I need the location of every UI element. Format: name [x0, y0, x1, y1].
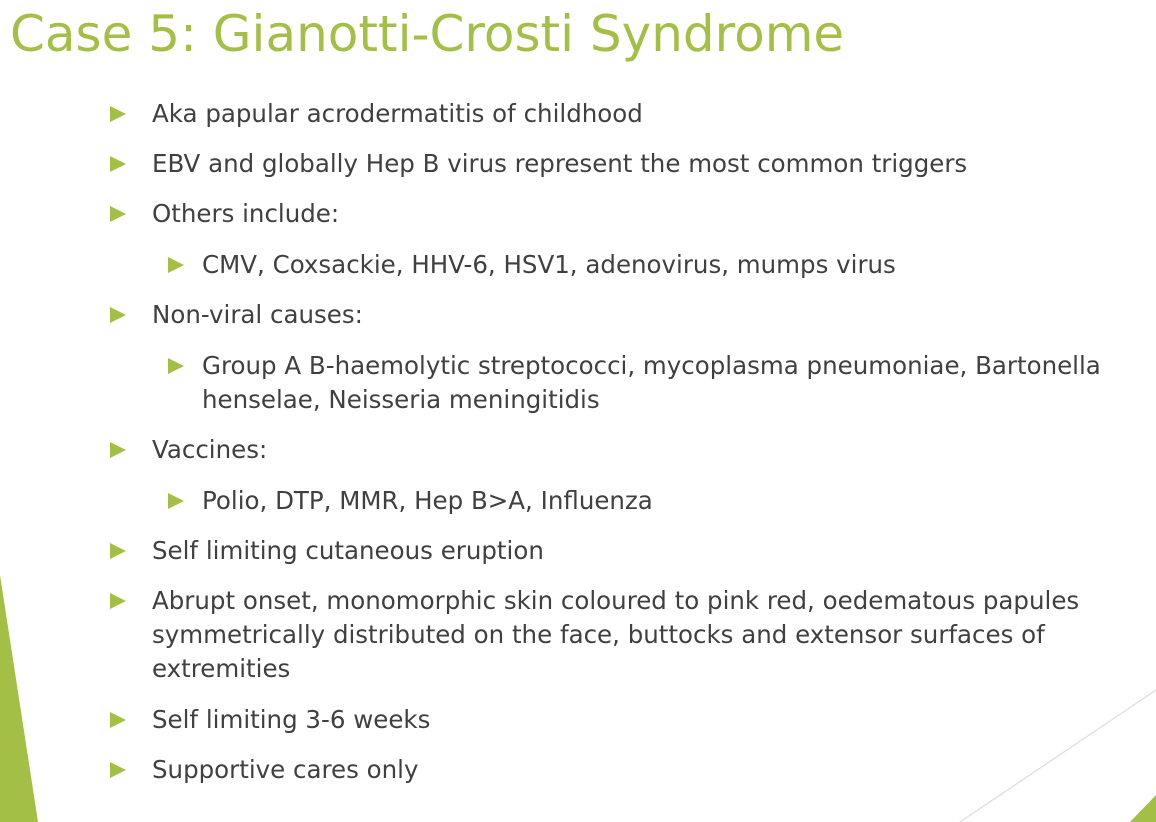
- sub-bullet-item: [202, 484, 653, 518]
- bullet-text: CMV, Coxsackie, HHV-6, HSV1, adenovirus, mumps virus: [202, 250, 896, 279]
- arrow-bullet-icon: [168, 493, 184, 509]
- bullet-item: [152, 584, 1079, 686]
- bullet-item: [152, 97, 643, 131]
- sub-bullet-item: [202, 349, 1101, 417]
- bullet-item: [152, 433, 267, 467]
- arrow-bullet-icon: [168, 257, 184, 273]
- bullet-text: EBV and globally Hep B virus represent the most common triggers: [152, 149, 968, 178]
- bullet-text: Self limiting 3-6 weeks: [152, 705, 431, 734]
- arrow-bullet-icon: [110, 206, 126, 222]
- arrow-bullet-icon: [110, 593, 126, 609]
- arrow-bullet-icon: [110, 156, 126, 172]
- arrow-bullet-icon: [168, 358, 184, 374]
- bullet-text: Non-viral causes:: [152, 300, 363, 329]
- arrow-bullet-icon: [110, 307, 126, 323]
- bullet-text: Self limiting cutaneous eruption: [152, 536, 544, 565]
- bullet-text: Abrupt onset, monomorphic skin coloured to pink red, oedematous papules: [152, 586, 1080, 615]
- slide-title: Case 5: Gianotti-Crosti Syndrome: [10, 5, 845, 63]
- sub-bullet-item: [202, 248, 896, 282]
- bullet-text: Vaccines:: [152, 435, 268, 464]
- bullet-item: [152, 197, 339, 231]
- bullet-text: Supportive cares only: [152, 755, 419, 784]
- arrow-bullet-icon: [110, 712, 126, 728]
- bullet-item: [152, 753, 419, 787]
- bullet-text: Others include:: [152, 199, 340, 228]
- bullet-text-continued: symmetrically distributed on the face, buttocks and extensor surfaces of: [152, 620, 1045, 649]
- bullet-text-continued: extremities: [152, 654, 291, 683]
- bullet-item: [152, 703, 430, 737]
- bullet-item: [152, 147, 967, 181]
- bullet-item: [152, 534, 544, 568]
- bullet-text: Group A B-haemolytic streptococci, mycoplasma pneumoniae, Bartonella: [202, 351, 1101, 380]
- bullet-text: Polio, DTP, MMR, Hep B>A, Influenza: [202, 486, 653, 515]
- bullet-item: [152, 298, 363, 332]
- bullet-text-continued: henselae, Neisseria meningitidis: [202, 385, 600, 414]
- arrow-bullet-icon: [110, 543, 126, 559]
- arrow-bullet-icon: [110, 762, 126, 778]
- arrow-bullet-icon: [110, 442, 126, 458]
- bullet-text: Aka papular acrodermatitis of childhood: [152, 99, 643, 128]
- arrow-bullet-icon: [110, 106, 126, 122]
